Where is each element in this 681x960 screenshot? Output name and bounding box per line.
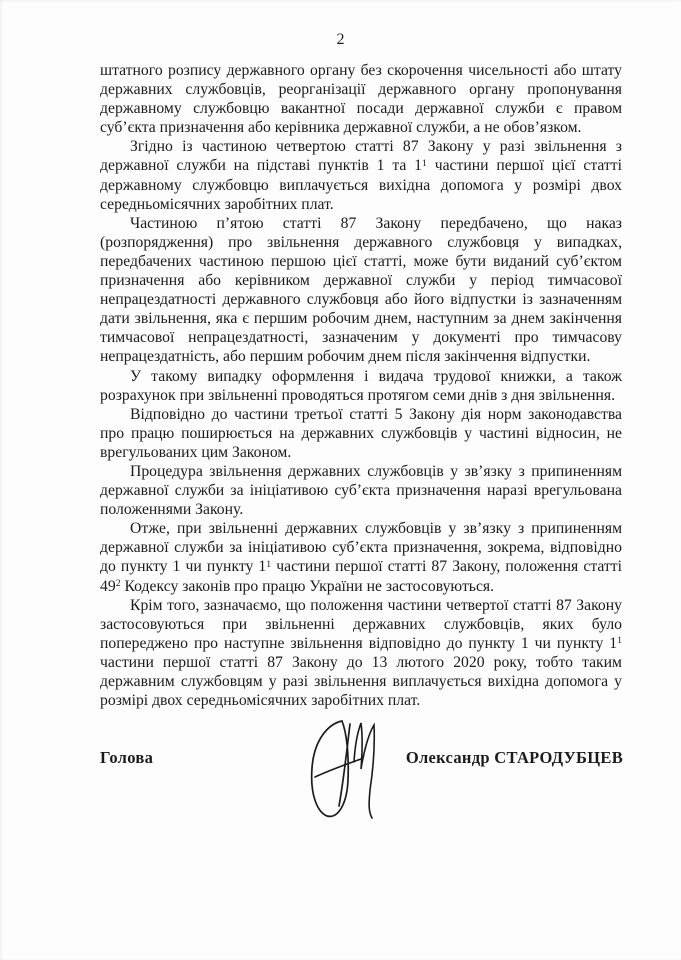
paragraph bbox=[100, 61, 622, 137]
superscript-ref: 1 bbox=[422, 158, 427, 170]
text-run: Процедура звільнення державних службовців у зв’язку з припиненням державної служби за ініціативою суб’єкта призначення наразі врегульована положеннями Закону. bbox=[100, 462, 622, 519]
text-run: штатного розпису державного органу без скорочення чисельності або штату державних службовців, реорганізації державного органу пропонування державному службовцю вакантної посади державної служби є правом суб’єкта призначення або керівника державної служби, а не обов’язком. bbox=[100, 62, 622, 137]
text-run: частини першої статті 87 Закону, положення статті 49 bbox=[100, 558, 622, 595]
paragraph bbox=[100, 137, 622, 213]
document-body bbox=[100, 61, 622, 710]
paragraph bbox=[100, 462, 622, 519]
paragraph bbox=[100, 214, 622, 367]
text-run: Згідно із частиною четвертою статті 87 Закону у разі звільнення з державної служби на підставі пунктів 1 та 1 bbox=[100, 138, 622, 175]
text-run: Відповідно до частини третьої статті 5 Закону дія норм законодавства про працю поширюється на державних службовців у частині відносин, не врегульованих цим Законом. bbox=[100, 405, 622, 461]
text-run: Крім того, зазначаємо, що положення частини четвертої статті 87 Закону застосовуються при звільненні державних службовців, яких було попереджено про наступне звільнення відповідно до пункту 1 чи пункту 1 bbox=[100, 596, 622, 652]
text-run: Отже, при звільненні державних службовців у зв’язку з припиненням державної служби за ініціативою суб’єкта призначення, зокрема, відповідно до пункту 1 чи пункту 1 bbox=[100, 520, 622, 576]
text-run: Кодексу законів про працю України не застосовуються. bbox=[120, 577, 495, 595]
paragraph bbox=[100, 596, 622, 711]
signer-name: Олександр СТАРОДУБЦЕВ bbox=[405, 748, 623, 767]
superscript-ref: 1 bbox=[266, 559, 272, 571]
paragraph bbox=[100, 519, 622, 595]
text-run: частини першої статті 87 Закону до 13 лютого 2020 року, тобто таким державним службовцям у разі звільнення виплачується вихідна допомога у розмірі двох середньомісячних заробітних плат. bbox=[100, 653, 622, 710]
text-run: частини першої цієї статті державному службовцю виплачується вихідна допомога у розмірі двох середньомісячних заробітних плат. bbox=[100, 157, 622, 213]
signature-icon bbox=[300, 712, 388, 827]
paragraph bbox=[100, 367, 622, 405]
signer-title: Голова bbox=[100, 748, 154, 767]
text-run: Частиною п’ятою статті 87 Закону передбачено, що наказ (розпорядження) про звільнення державного службовця у випадках, передбачених частиною першою цієї статті, може бути виданий суб’єктом призначення або керівником державної служби у період тимчасової непрацездатності державного службовця або його відпустки із зазначенням дати звільнення, яка є першим робочим днем, наступним за днем закінчення тимчасової непрацездатності, зазначеним у документі про тимчасову непрацездатність, або першим робочим днем після закінчення відпустки. bbox=[100, 214, 622, 366]
superscript-ref: 2 bbox=[115, 578, 121, 590]
paragraph bbox=[100, 405, 622, 462]
superscript-ref: 1 bbox=[617, 635, 622, 647]
page-number: 2 bbox=[336, 31, 345, 48]
text-run: У такому випадку оформлення і видача трудової книжки, а також розрахунок при звільненні проводяться протягом семи днів з дня звільнення. bbox=[100, 367, 622, 404]
